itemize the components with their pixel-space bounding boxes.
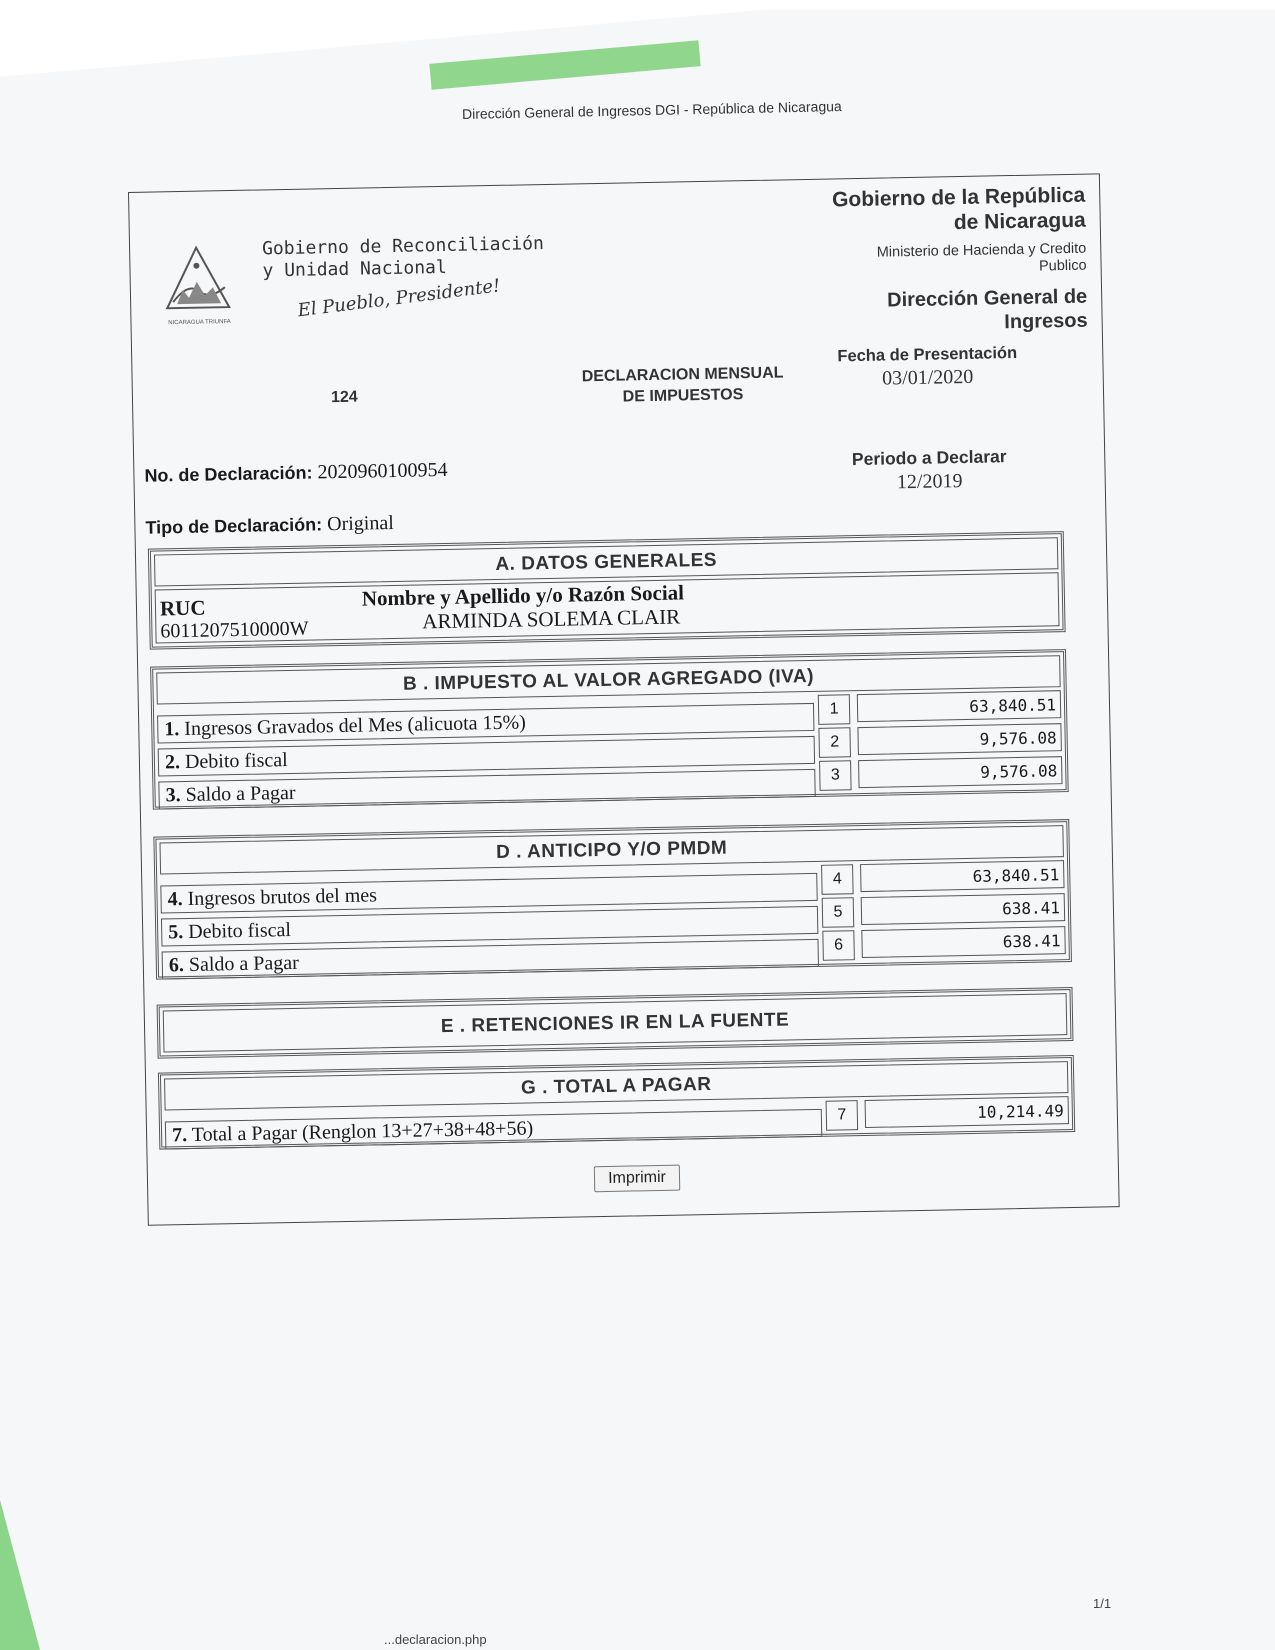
- section-retenciones: [157, 987, 1074, 1059]
- dgi-line2: Ingresos: [1004, 309, 1088, 334]
- declaration-number-label: No. de Declaración:: [144, 462, 313, 486]
- line-number: 3.: [165, 784, 181, 807]
- republic-title: [755, 183, 1086, 239]
- dgi-name: [757, 285, 1088, 339]
- nombre-value: ARMINDA SOLEMA CLAIR: [422, 604, 681, 634]
- line-amount: 638.41: [861, 926, 1066, 958]
- government-name: [262, 233, 545, 282]
- line-description: [162, 939, 819, 980]
- line-label: Total a Pagar (Renglon 13+27+38+48+56): [191, 1117, 534, 1146]
- dgi-line1: Dirección General de: [886, 285, 1088, 312]
- section-iva: [150, 649, 1069, 810]
- periodo-label: Periodo a Declarar: [851, 446, 1007, 470]
- declaration-type-value: Original: [326, 511, 395, 536]
- section-b-title: B . IMPUESTO AL VALOR AGREGADO (IVA): [156, 655, 1060, 704]
- line-box-number: 1: [818, 694, 851, 725]
- green-paper-corner: [0, 1500, 40, 1650]
- section-total-pagar: [158, 1055, 1075, 1150]
- line-number: 1.: [164, 718, 180, 741]
- periodo-value: 12/2019: [896, 470, 963, 494]
- fecha-value: 03/01/2020: [881, 365, 974, 390]
- line-box-number: 6: [822, 930, 855, 961]
- line-box-number: 4: [821, 864, 854, 895]
- svg-text:NICARAGUA TRIUNFA: NICARAGUA TRIUNFA: [168, 319, 231, 327]
- government-name-line1: Gobierno de Reconciliación: [261, 233, 545, 260]
- line-amount: 63,840.51: [857, 690, 1061, 722]
- republic-header: [755, 183, 1088, 339]
- declaration-number-value: 2020960100954: [317, 458, 448, 484]
- section-anticipo: [153, 819, 1072, 980]
- republic-title-line2: de Nicaragua: [953, 208, 1086, 235]
- government-logo: [158, 241, 240, 333]
- ruc-label: RUC: [159, 595, 206, 621]
- fecha-label: Fecha de Presentación: [837, 343, 1018, 366]
- line-description: [158, 769, 815, 810]
- line-amount: 10,214.49: [865, 1096, 1069, 1128]
- declaration-sheet: [128, 173, 1120, 1231]
- line-box-number: 2: [818, 727, 851, 758]
- section-g-title: G . TOTAL A PAGAR: [164, 1061, 1068, 1110]
- ruc-value: 6011207510000W: [160, 617, 309, 643]
- line-number: 4.: [167, 888, 183, 911]
- page-count: 1/1: [1093, 1596, 1112, 1611]
- government-name-line2: y Unidad Nacional: [262, 256, 447, 282]
- form-name: [562, 362, 803, 409]
- line-amount: 9,576.08: [858, 756, 1062, 788]
- line-number: 7.: [171, 1124, 188, 1147]
- line-box-number: 5: [822, 897, 855, 928]
- fecha-presentacion: [822, 344, 1033, 392]
- green-paper-edge: [429, 40, 700, 89]
- line-amount: 63,840.51: [860, 860, 1064, 892]
- periodo-declarar: [824, 446, 1035, 496]
- fsln-triangle-logo-icon: [158, 241, 240, 333]
- form-name-line2: DE IMPUESTOS: [622, 386, 744, 406]
- line-number: 2.: [164, 751, 181, 774]
- nombre-label: Nombre y Apellido y/o Razón Social: [361, 580, 685, 611]
- line-number: 5.: [168, 921, 184, 944]
- line-number: 6.: [168, 954, 185, 977]
- section-datos-generales: [148, 531, 1066, 650]
- section-a-title: A. DATOS GENERALES: [154, 537, 1058, 586]
- line-label: Saldo a Pagar: [188, 951, 300, 976]
- form-name-line1: DECLARACION MENSUAL: [581, 364, 784, 386]
- declaration-form: [128, 173, 1120, 1225]
- form-number: 124: [330, 388, 358, 407]
- declaration-number: [144, 459, 447, 488]
- line-box-number: 7: [826, 1100, 859, 1131]
- paper-fold: [0, 0, 1275, 160]
- section-e-title: E . RETENCIONES IR EN LA FUENTE: [163, 993, 1068, 1052]
- line-label: Saldo a Pagar: [185, 781, 296, 807]
- line-description: [165, 1109, 822, 1150]
- declaration-type: [145, 512, 394, 540]
- line-label: Ingresos Gravados del Mes (alicuota 15%): [184, 711, 527, 741]
- ministry-name: [756, 241, 1087, 281]
- line-label: Debito fiscal: [188, 919, 292, 943]
- line-label: Debito fiscal: [184, 749, 288, 774]
- section-d-title: D . ANTICIPO Y/O PMDM: [159, 825, 1063, 874]
- ministry-line2: Publico: [1038, 257, 1087, 275]
- line-label: Ingresos brutos del mes: [187, 884, 378, 910]
- handwritten-slogan: El Pueblo, Presidente!: [296, 275, 502, 322]
- line-box-number: 3: [819, 760, 852, 791]
- page-header: Dirección General de Ingresos DGI - República de Nicaragua: [461, 98, 842, 122]
- ministry-line1: Ministerio de Hacienda y Credito: [876, 240, 1087, 261]
- page-url: ...declaracion.php: [384, 1632, 487, 1647]
- imprimir-button[interactable]: Imprimir: [594, 1165, 680, 1193]
- declaration-type-label: Tipo de Declaración:: [145, 514, 323, 538]
- line-amount: 638.41: [861, 893, 1065, 925]
- line-amount: 9,576.08: [857, 723, 1061, 755]
- republic-title-line1: Gobierno de la República: [831, 183, 1086, 212]
